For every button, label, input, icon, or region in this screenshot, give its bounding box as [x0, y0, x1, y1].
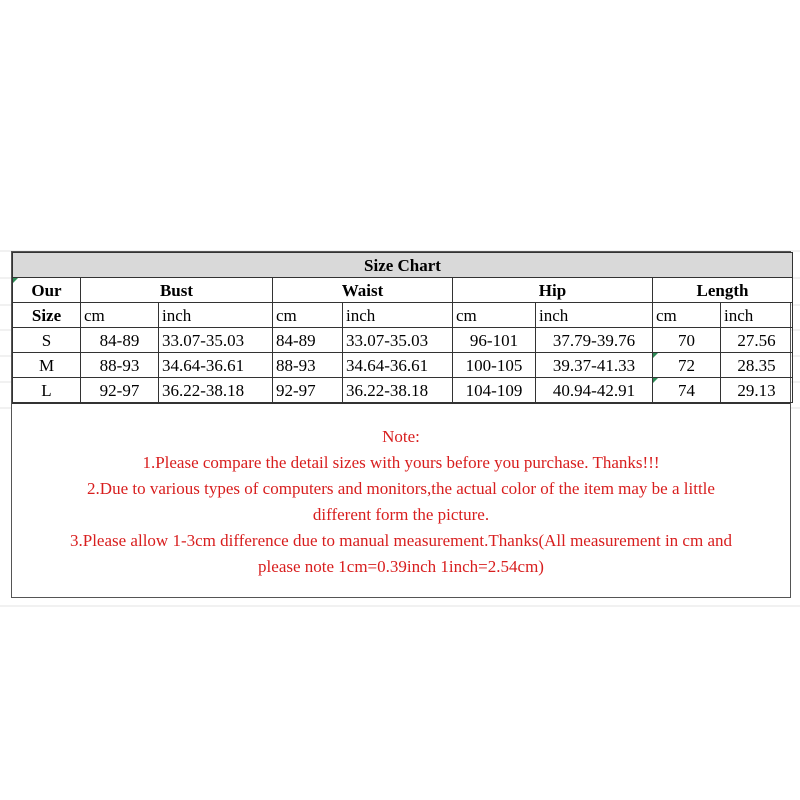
size-cell: M	[13, 353, 81, 378]
data-cell: 33.07-35.03	[159, 328, 273, 353]
data-cell: 36.22-38.18	[159, 378, 273, 403]
unit-header-row	[13, 303, 793, 328]
data-cell: 70	[653, 328, 721, 353]
size-cell: L	[13, 378, 81, 403]
size-chart-sheet	[11, 251, 791, 598]
length-header: Length	[653, 278, 793, 303]
unit-header: cm	[453, 303, 536, 328]
unit-header: inch	[159, 303, 273, 328]
unit-header: cm	[653, 303, 721, 328]
unit-header: cm	[81, 303, 159, 328]
note-line: 3.Please allow 1-3cm difference due to manual measurement.Thanks(All measurement in cm and	[70, 531, 732, 550]
data-cell: 29.13	[721, 378, 793, 403]
data-cell: 72	[653, 353, 721, 378]
note-line: different form the picture.	[312, 505, 490, 524]
data-cell: 28.35	[721, 353, 793, 378]
data-cell: 34.64-36.61	[343, 353, 453, 378]
data-cell: 100-105	[453, 353, 536, 378]
data-cell: 96-101	[453, 328, 536, 353]
table-row	[13, 328, 793, 353]
data-cell: 33.07-35.03	[343, 328, 453, 353]
data-cell: 37.79-39.76	[536, 328, 653, 353]
data-cell: 84-89	[81, 328, 159, 353]
note-line: 1.Please compare the detail sizes with yours before you purchase. Thanks!!!	[142, 453, 660, 472]
data-cell: 88-93	[273, 353, 343, 378]
data-cell: 104-109	[453, 378, 536, 403]
unit-header: cm	[273, 303, 343, 328]
size-cell: S	[13, 328, 81, 353]
data-cell: 34.64-36.61	[159, 353, 273, 378]
data-cell: 36.22-38.18	[343, 378, 453, 403]
unit-header: inch	[536, 303, 653, 328]
note-heading: Note:	[382, 427, 420, 446]
our-size-header-line2: Size	[13, 303, 81, 328]
data-cell: 40.94-42.91	[536, 378, 653, 403]
table-title: Size Chart	[13, 253, 793, 278]
data-cell: 92-97	[81, 378, 159, 403]
unit-header: inch	[343, 303, 453, 328]
unit-header: inch	[721, 303, 793, 328]
data-cell: 74	[653, 378, 721, 403]
data-cell: 27.56	[721, 328, 793, 353]
data-cell: 88-93	[81, 353, 159, 378]
waist-header: Waist	[273, 278, 453, 303]
size-chart-table	[12, 252, 793, 403]
note-line: please note 1cm=0.39inch 1inch=2.54cm)	[258, 557, 544, 576]
our-size-header-line1: Our	[13, 278, 81, 303]
table-row	[13, 378, 793, 403]
bust-header: Bust	[81, 278, 273, 303]
hip-header: Hip	[453, 278, 653, 303]
note-line: 2.Due to various types of computers and monitors,the actual color of the item may be a little	[87, 479, 715, 498]
note-box	[12, 403, 790, 597]
title-row	[13, 253, 793, 278]
data-cell: 92-97	[273, 378, 343, 403]
group-header-row	[13, 278, 793, 303]
data-cell: 84-89	[273, 328, 343, 353]
table-row	[13, 353, 793, 378]
data-cell: 39.37-41.33	[536, 353, 653, 378]
